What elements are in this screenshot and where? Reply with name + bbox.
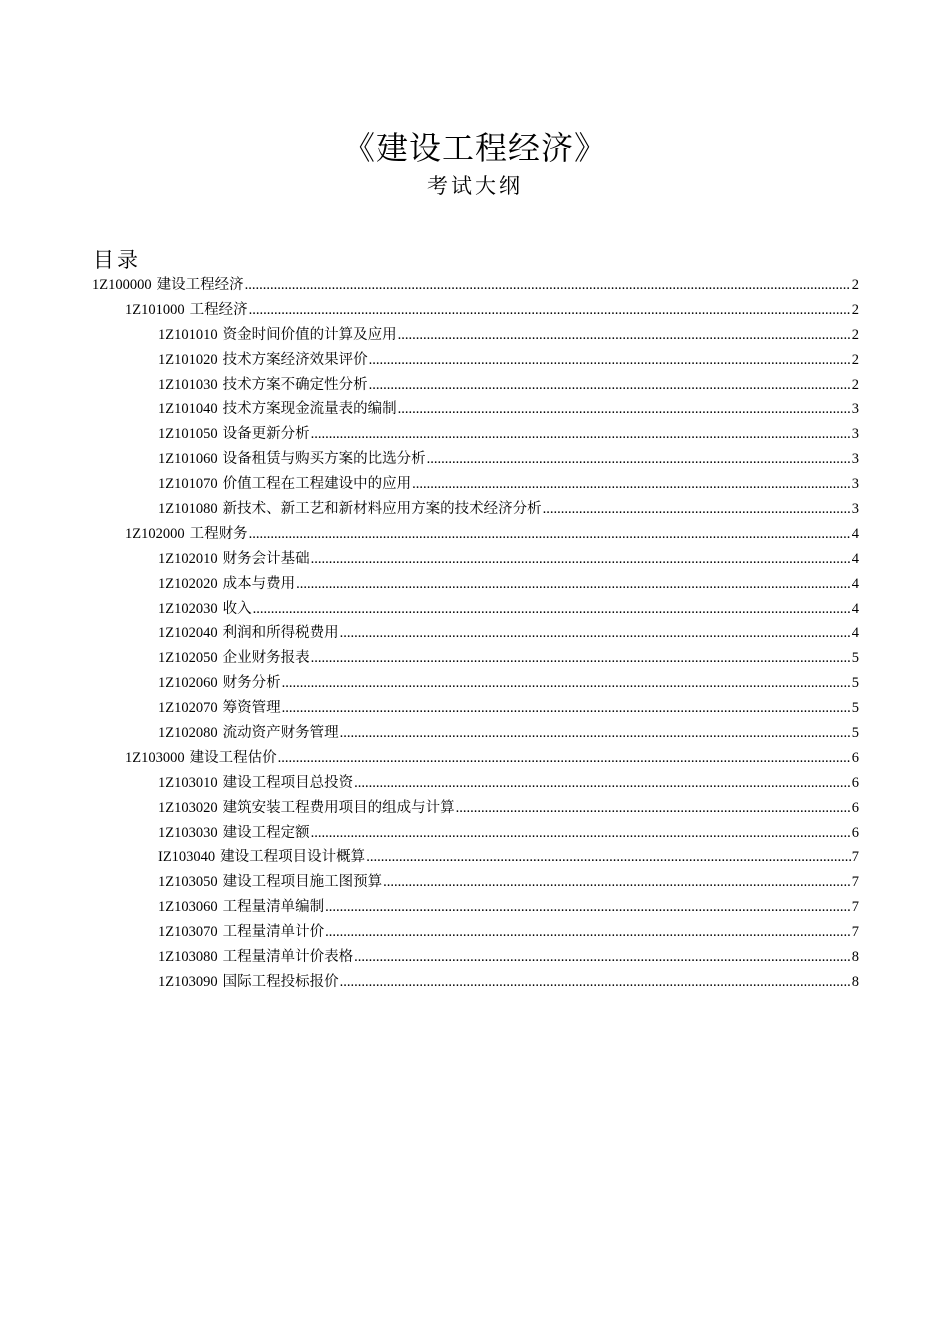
toc-entry-code: 1Z101030 [158,376,218,393]
toc-dot-leader [325,895,851,920]
toc-entry-page-number: 5 [851,650,859,667]
toc-entry[interactable] [0,945,950,970]
toc-entry[interactable] [0,671,950,696]
toc-entry-code: 1Z101040 [158,401,218,418]
toc-entry-label: 建设工程项目设计概算 [220,849,366,866]
toc-entry-label: 建设工程定额 [222,824,310,841]
toc-dot-leader [340,621,851,646]
toc-entry-label: 利润和所得税费用 [222,625,339,642]
toc-entry-label: 工程经济 [189,301,248,318]
toc-entry-code: 1Z102040 [158,625,218,642]
toc-entry-code: 1Z101010 [158,326,218,343]
toc-entry-label: 价值工程在工程建设中的应用 [222,476,412,493]
toc-entry-label: 收入 [222,600,252,617]
toc-dot-leader [366,845,851,870]
toc-entry[interactable] [0,796,950,821]
toc-entry-page-number: 4 [851,600,859,617]
toc-entry[interactable] [0,273,950,298]
toc-entry-page-number: 3 [851,426,859,443]
toc-dot-leader [282,671,851,696]
toc-dot-leader [296,572,851,597]
toc-entry-page-number: 6 [851,749,859,766]
toc-dot-leader [398,323,851,348]
toc-entry-code: 1Z102030 [158,600,218,617]
toc-entry-code: 1Z102000 [125,525,185,542]
document-subtitle: 考试大纲 [427,174,523,198]
toc-entry-code: 1Z103060 [158,899,218,916]
toc-entry-label: 技术方案经济效果评价 [222,351,368,368]
toc-dot-leader [412,472,851,497]
document-title: 《建设工程经济》 [342,130,607,166]
toc-entry[interactable] [0,397,950,422]
toc-entry-code: 1Z103000 [125,749,185,766]
toc-entry-label: 建设工程项目总投资 [222,774,354,791]
toc-entry-code: 1Z102070 [158,700,218,717]
toc-entry[interactable] [0,621,950,646]
toc-entry[interactable] [0,895,950,920]
toc-entry[interactable] [0,572,950,597]
toc-entry-page-number: 5 [851,675,859,692]
toc-entry[interactable] [0,646,950,671]
toc-entry-code: 1Z102050 [158,650,218,667]
toc-entry-code: IZ103040 [158,849,216,866]
toc-dot-leader [249,298,851,323]
toc-entry-page-number: 7 [851,874,859,891]
toc-entry-page-number: 3 [851,476,859,493]
toc-entry[interactable] [0,497,950,522]
toc-entry[interactable] [0,298,950,323]
toc-entry-page-number: 4 [851,550,859,567]
toc-entry-label: 建筑安装工程费用项目的组成与计算 [222,799,455,816]
toc-entry-code: 1Z101080 [158,501,218,518]
toc-entry-label: 技术方案现金流量表的编制 [222,401,397,418]
toc-entry-page-number: 3 [851,401,859,418]
toc-entry-code: 1Z101020 [158,351,218,368]
toc-entry-page-number: 8 [851,973,859,990]
toc-entry-label: 成本与费用 [222,575,296,592]
toc-dot-leader [253,597,851,622]
toc-dot-leader [354,945,851,970]
toc-entry-code: 1Z103010 [158,774,218,791]
toc-entry-label: 新技术、新工艺和新材料应用方案的技术经济分析 [222,501,542,518]
toc-dot-leader [456,796,851,821]
toc-dot-leader [311,821,851,846]
toc-entry[interactable] [0,472,950,497]
toc-dot-leader [340,970,851,995]
toc-entry-label: 财务分析 [222,675,281,692]
toc-dot-leader [325,920,851,945]
toc-entry-code: 1Z102060 [158,675,218,692]
toc-entry-code: 1Z102020 [158,575,218,592]
toc-entry-page-number: 5 [851,725,859,742]
table-of-contents [0,273,950,995]
toc-entry-code: 1Z103030 [158,824,218,841]
toc-entry-page-number: 7 [851,849,859,866]
toc-entry[interactable] [0,348,950,373]
toc-entry-code: 1Z101050 [158,426,218,443]
toc-entry-page-number: 7 [851,899,859,916]
toc-entry-code: 1Z103050 [158,874,218,891]
toc-entry-page-number: 8 [851,949,859,966]
toc-entry-code: 1Z101060 [158,451,218,468]
toc-entry[interactable] [0,771,950,796]
toc-dot-leader [340,721,851,746]
toc-entry-label: 筹资管理 [222,700,281,717]
toc-entry[interactable] [0,845,950,870]
toc-entry[interactable] [0,447,950,472]
toc-dot-leader [543,497,851,522]
toc-entry-page-number: 2 [851,326,859,343]
toc-entry-page-number: 7 [851,924,859,941]
toc-entry[interactable] [0,597,950,622]
toc-entry-label: 工程量清单编制 [222,899,325,916]
toc-entry-page-number: 2 [851,301,859,318]
toc-entry-page-number: 6 [851,774,859,791]
toc-entry-label: 流动资产财务管理 [222,725,339,742]
toc-entry-label: 工程财务 [189,525,248,542]
toc-dot-leader [311,422,851,447]
toc-entry-label: 设备更新分析 [222,426,310,443]
toc-dot-leader [278,746,851,771]
toc-dot-leader [311,646,851,671]
toc-entry-page-number: 4 [851,625,859,642]
toc-entry-label: 技术方案不确定性分析 [222,376,368,393]
toc-entry-label: 建设工程项目施工图预算 [222,874,383,891]
toc-dot-leader [249,522,851,547]
toc-dot-leader [311,547,851,572]
toc-entry[interactable] [0,422,950,447]
toc-entry[interactable] [0,721,950,746]
toc-entry-page-number: 4 [851,525,859,542]
toc-entry[interactable] [0,373,950,398]
toc-entry[interactable] [0,323,950,348]
toc-entry-label: 设备租赁与购买方案的比选分析 [222,451,426,468]
toc-entry-page-number: 5 [851,700,859,717]
toc-entry-code: 1Z103020 [158,799,218,816]
toc-entry-page-number: 2 [851,351,859,368]
toc-entry-code: 1Z102010 [158,550,218,567]
toc-entry-label: 资金时间价值的计算及应用 [222,326,397,343]
toc-entry-page-number: 6 [851,824,859,841]
toc-heading: 目录 [93,248,141,272]
toc-dot-leader [282,696,851,721]
toc-dot-leader [369,373,851,398]
toc-entry[interactable] [0,696,950,721]
toc-dot-leader [369,348,851,373]
toc-entry-code: 1Z102080 [158,725,218,742]
toc-entry-label: 建设工程估价 [189,749,277,766]
toc-entry-page-number: 2 [851,277,859,293]
toc-entry[interactable] [0,547,950,572]
toc-entry-label: 建设工程经济 [156,277,244,293]
toc-entry-code: 1Z103080 [158,949,218,966]
toc-entry-label: 企业财务报表 [222,650,310,667]
toc-entry-page-number: 3 [851,501,859,518]
toc-entry[interactable] [0,920,950,945]
toc-entry-code: 1Z103070 [158,924,218,941]
toc-entry[interactable] [0,522,950,547]
toc-entry-label: 工程量清单计价表格 [222,949,354,966]
toc-dot-leader [427,447,851,472]
toc-entry[interactable] [0,821,950,846]
toc-entry[interactable] [0,746,950,771]
toc-dot-leader [383,870,851,895]
toc-dot-leader [354,771,851,796]
toc-entry-code: 1Z100000 [92,277,152,293]
toc-entry[interactable] [0,870,950,895]
toc-dot-leader [245,273,851,298]
toc-entry-code: 1Z101000 [125,301,185,318]
toc-dot-leader [398,397,851,422]
toc-entry-label: 国际工程投标报价 [222,973,339,990]
toc-entry-page-number: 3 [851,451,859,468]
toc-entry-page-number: 6 [851,799,859,816]
toc-entry-page-number: 4 [851,575,859,592]
toc-entry[interactable] [0,970,950,995]
toc-entry-code: 1Z103090 [158,973,218,990]
toc-entry-code: 1Z101070 [158,476,218,493]
toc-entry-label: 财务会计基础 [222,550,310,567]
toc-entry-label: 工程量清单计价 [222,924,325,941]
toc-entry-page-number: 2 [851,376,859,393]
